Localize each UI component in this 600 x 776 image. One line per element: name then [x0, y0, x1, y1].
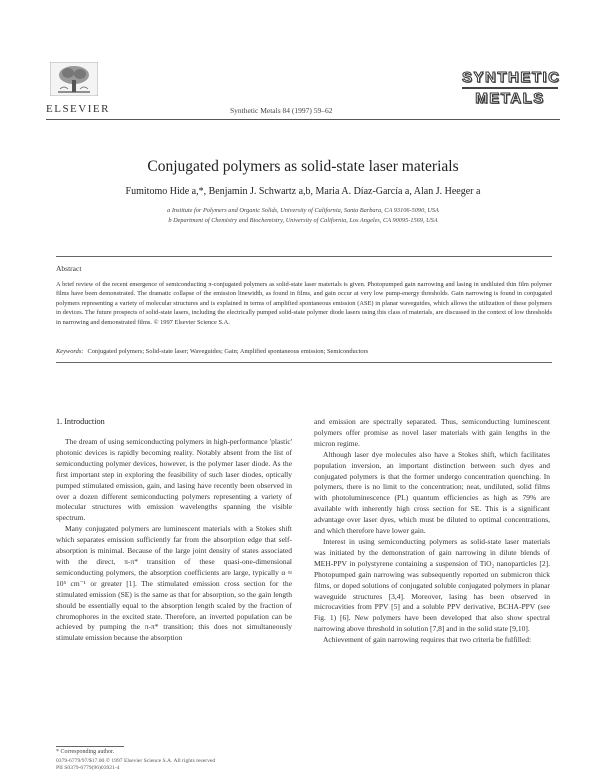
journal-logo: [462, 69, 561, 107]
paragraph: The dream of using semiconducting polymers in high-performance 'plastic' photonic devices is rapidly becoming reality. Notably absent from the list of semiconducting polymer devices, however, is the polymer laser diode. As the first important step in exploring the feasibility of such laser diodes, optically pumped stimulated emission, gain, and lasing have recently been observed in over a dozen different semiconducting polymers representing a variety of molecular structures with emission wavelengths spanning the visible spectrum.: [56, 437, 292, 523]
copyright-text: 0379-6779/97/$17.00 © 1997 Elsevier Science S.A. All rights reserved: [56, 758, 216, 764]
affiliation-a: a Institute for Polymers and Organic Solids, University of California, Santa Barbara, CA 93106-5090, USA: [167, 207, 439, 214]
elsevier-tree-icon: [50, 62, 98, 96]
abstract-top-rule: [56, 256, 552, 257]
abstract-heading: Abstract: [56, 264, 82, 273]
paragraph: and emission are spectrally separated. Thus, semiconducting luminescent polymers offer promise as novel laser materials with gain lengths in the micron regime.: [314, 417, 550, 448]
paragraph: Although laser dye molecules also have a Stokes shift, which facilitates population inversion, an important distinction between such dyes and conjugated polymers is that the former undergo concentration quenching. In polymers, there is no limit to the concentration; neat, undiluted, solid films with photoluminescence (PL) quantum efficiencies as high as 79% are available with inherently high cross section for SE. This is a significant advantage over laser dyes, which must be diluted to optimal concentrations, and which therefore have lower gain.: [314, 449, 550, 536]
footnote: * Corresponding author.: [56, 749, 115, 755]
journal-citation: Synthetic Metals 84 (1997) 59–62: [230, 106, 333, 115]
paragraph: Interest in using semiconducting polymers as solid-state laser materials was initiated by the demonstration of gain narrowing in dilute blends of MEH-PPV in polystyrene containing a suspension of TiO₂ nanoparticles [2]. Photopumped gain narrowing was subsequently reported on submicron thick films, or doped solutions of conjugated soluble conjugated polymers in planar waveguide structures [3,4]. Moreover, lasing has been observed in microcavities from PPV [5] and a soluble PPV derivative, BCHA-PPV (see Fig. 1) [6]. New polymers have been developed that also show spectral narrowing above threshold in solution [7,8] and in the solid state [9,10].: [314, 536, 550, 634]
keywords: [56, 348, 552, 355]
affiliation-b: b Department of Chemistry and Biochemistry, University of California, Los Angeles, CA 90095-1569, USA: [168, 217, 438, 224]
header-divider: [46, 119, 560, 120]
journal-logo-line2: METALS: [475, 90, 545, 107]
author-list: Fumitomo Hide a,*, Benjamin J. Schwartz a,b, Maria A. Díaz-García a, Alan J. Heeger a: [125, 186, 481, 197]
abstract-text: A brief review of the recent emergence of semiconducting π-conjugated polymers as solid-state laser materials is given. Photopumped gain narrowing and lasing in undiluted thin film polymer films have been demonstrated. The dramatic collapse of the emission linewidth, as found in films, and gain occur at very low pump-energy thresholds. Gain narrowing is found in conjugated polymers representing a variety of molecular structures and is explained in terms of amplified spontaneous emission (ASE) in planar waveguides, which allows the utilization of these polymers in devices. The future prospects of solid-state lasers, including the electrically pumped solid-state polymer diode lasers using this class of materials, are discussed in the context of low thresholds in narrowing and demonstrated films. © 1997 Elsevier Science S.A.: [56, 281, 552, 326]
body-column-right: [314, 417, 550, 646]
footnote-rule: [56, 746, 124, 747]
publisher-logo: [46, 62, 108, 115]
copyright-line: [56, 758, 215, 772]
publisher-name: ELSEVIER: [46, 103, 110, 115]
keywords-label: Keywords:: [56, 348, 84, 355]
keywords-text: Conjugated polymers; Solid-state laser; Waveguides; Gain; Amplified spontaneous emission; Semiconductors: [87, 348, 369, 355]
paragraph: Achievement of gain narrowing requires that two criteria be fulfilled:: [323, 635, 532, 645]
abstract-bottom-rule: [56, 362, 552, 363]
body-column-left: [56, 437, 292, 644]
article-title: Conjugated polymers as solid-state laser materials: [147, 158, 459, 175]
pii-text: PII S0379-6779(96)03921-4: [56, 765, 120, 771]
journal-logo-line1: SYNTHETIC: [462, 69, 561, 86]
paragraph: Many conjugated polymers are luminescent materials with a Stokes shift which separates emission sufficiently far from the absorption edge that self-absorption is minimal. Because of the large joint density of states associated with the direct, π-π* transition of these quasi-one-dimensional semiconducting polymers, the absorption coefficients are large, typically α ≈ 10⁵ cm⁻¹ or greater [1]. The stimulated emission cross section for the stimulated emission (SE) is the same as that for absorption, so the gain length should be essentially equal to the absorption length scaled by the fraction of chromophores in the excited state. Therefore, an inverted population can be achieved by pumping the π-π* transition; this does not simultaneously stimulate emission because the absorption: [56, 524, 292, 643]
journal-logo-divider: [462, 87, 558, 89]
section-heading: 1. Introduction: [56, 417, 105, 426]
